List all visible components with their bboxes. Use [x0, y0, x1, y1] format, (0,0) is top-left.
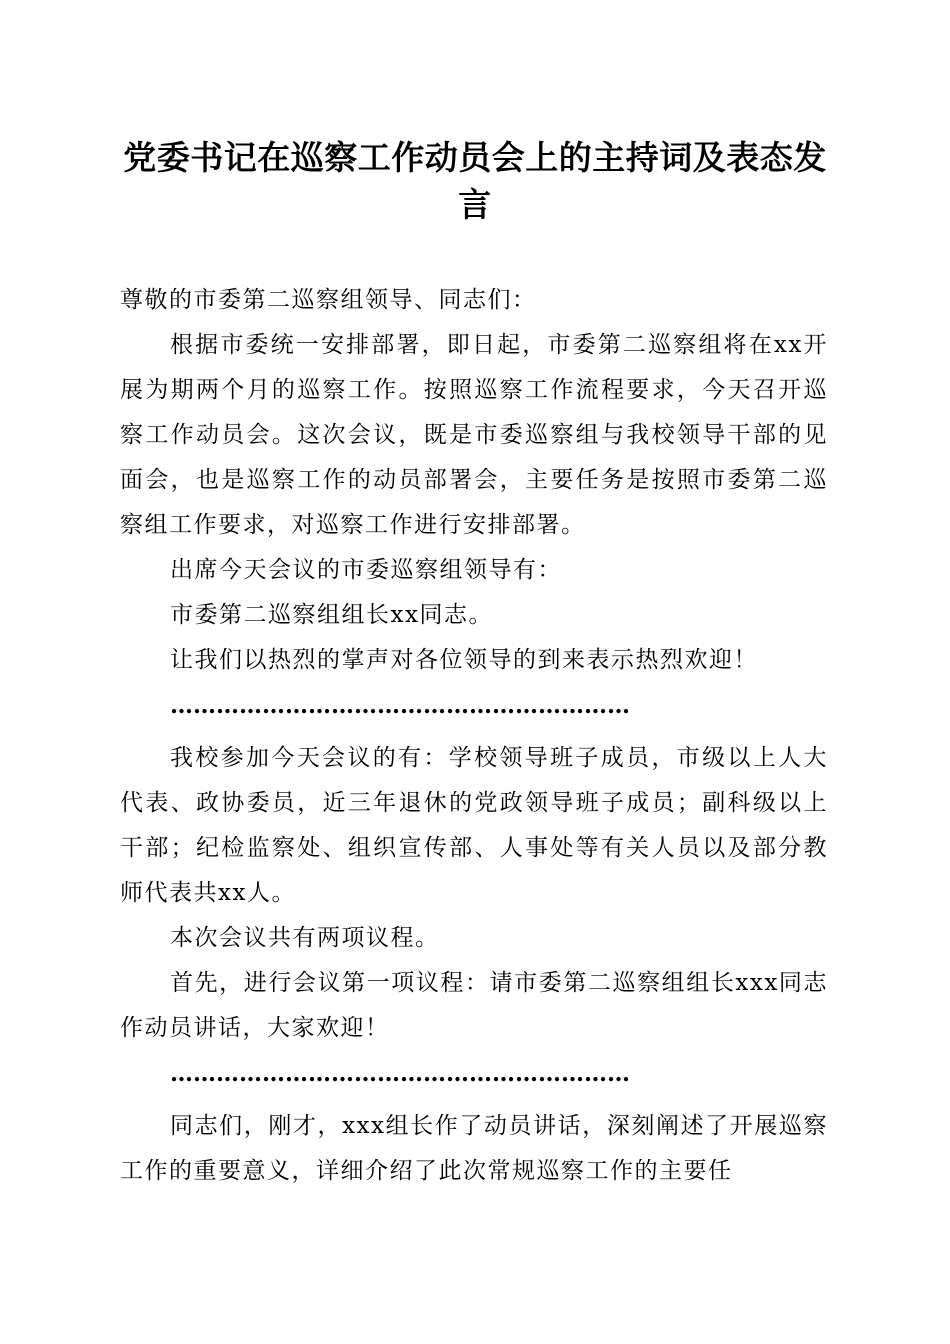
paragraph-school-attendees: 我校参加今天会议的有：学校领导班子成员，市级以上人大代表、政协委员，近三年退休的党政领导班子成员；副科级以上干部；纪检监察处、组织宣传部、人事处等有关人员以及部分教师代表共xx人。 [120, 745, 828, 906]
paragraph-arrangement: 根据市委统一安排部署，即日起，市委第二巡察组将在xx开展为期两个月的巡察工作。按照巡察工作流程要求，今天召开巡察工作动员会。这次会议，既是市委巡察组与我校领导干部的见面会，也是巡察工作的动员部署会，主要任务是按照市委第二巡察组工作要求，对巡察工作进行安排部署。 [120, 332, 828, 538]
paragraph-agenda-count: 本次会议共有两项议程。 [170, 925, 440, 951]
paragraph-attending-leaders: 出席今天会议的市委巡察组领导有： [170, 557, 562, 583]
paragraph-group-leader: 市委第二巡察组组长xx同志。 [170, 602, 493, 628]
spacer [120, 1096, 828, 1104]
salutation: 尊敬的市委第二巡察组领导、同志们： [120, 287, 537, 313]
ellipsis-separator: …………………………………………………… [170, 692, 630, 719]
paragraph-welcome: 让我们以热烈的掌声对各位领导的到来表示热烈欢迎！ [170, 647, 758, 673]
document-title: 党委书记在巡察工作动员会上的主持词及表态发言 [123, 138, 827, 224]
ellipsis-separator: …………………………………………………… [170, 1060, 630, 1087]
spacer [120, 728, 828, 736]
paragraph-summary: 同志们，刚才，xxx组长作了动员讲话，深刻阐述了开展巡察工作的重要意义，详细介绍了此次常规巡察工作的主要任 [120, 1113, 828, 1184]
paragraph-first-agenda: 首先，进行会议第一项议程：请市委第二巡察组组长xxx同志作动员讲话，大家欢迎！ [120, 970, 828, 1041]
document-body [120, 278, 828, 1194]
